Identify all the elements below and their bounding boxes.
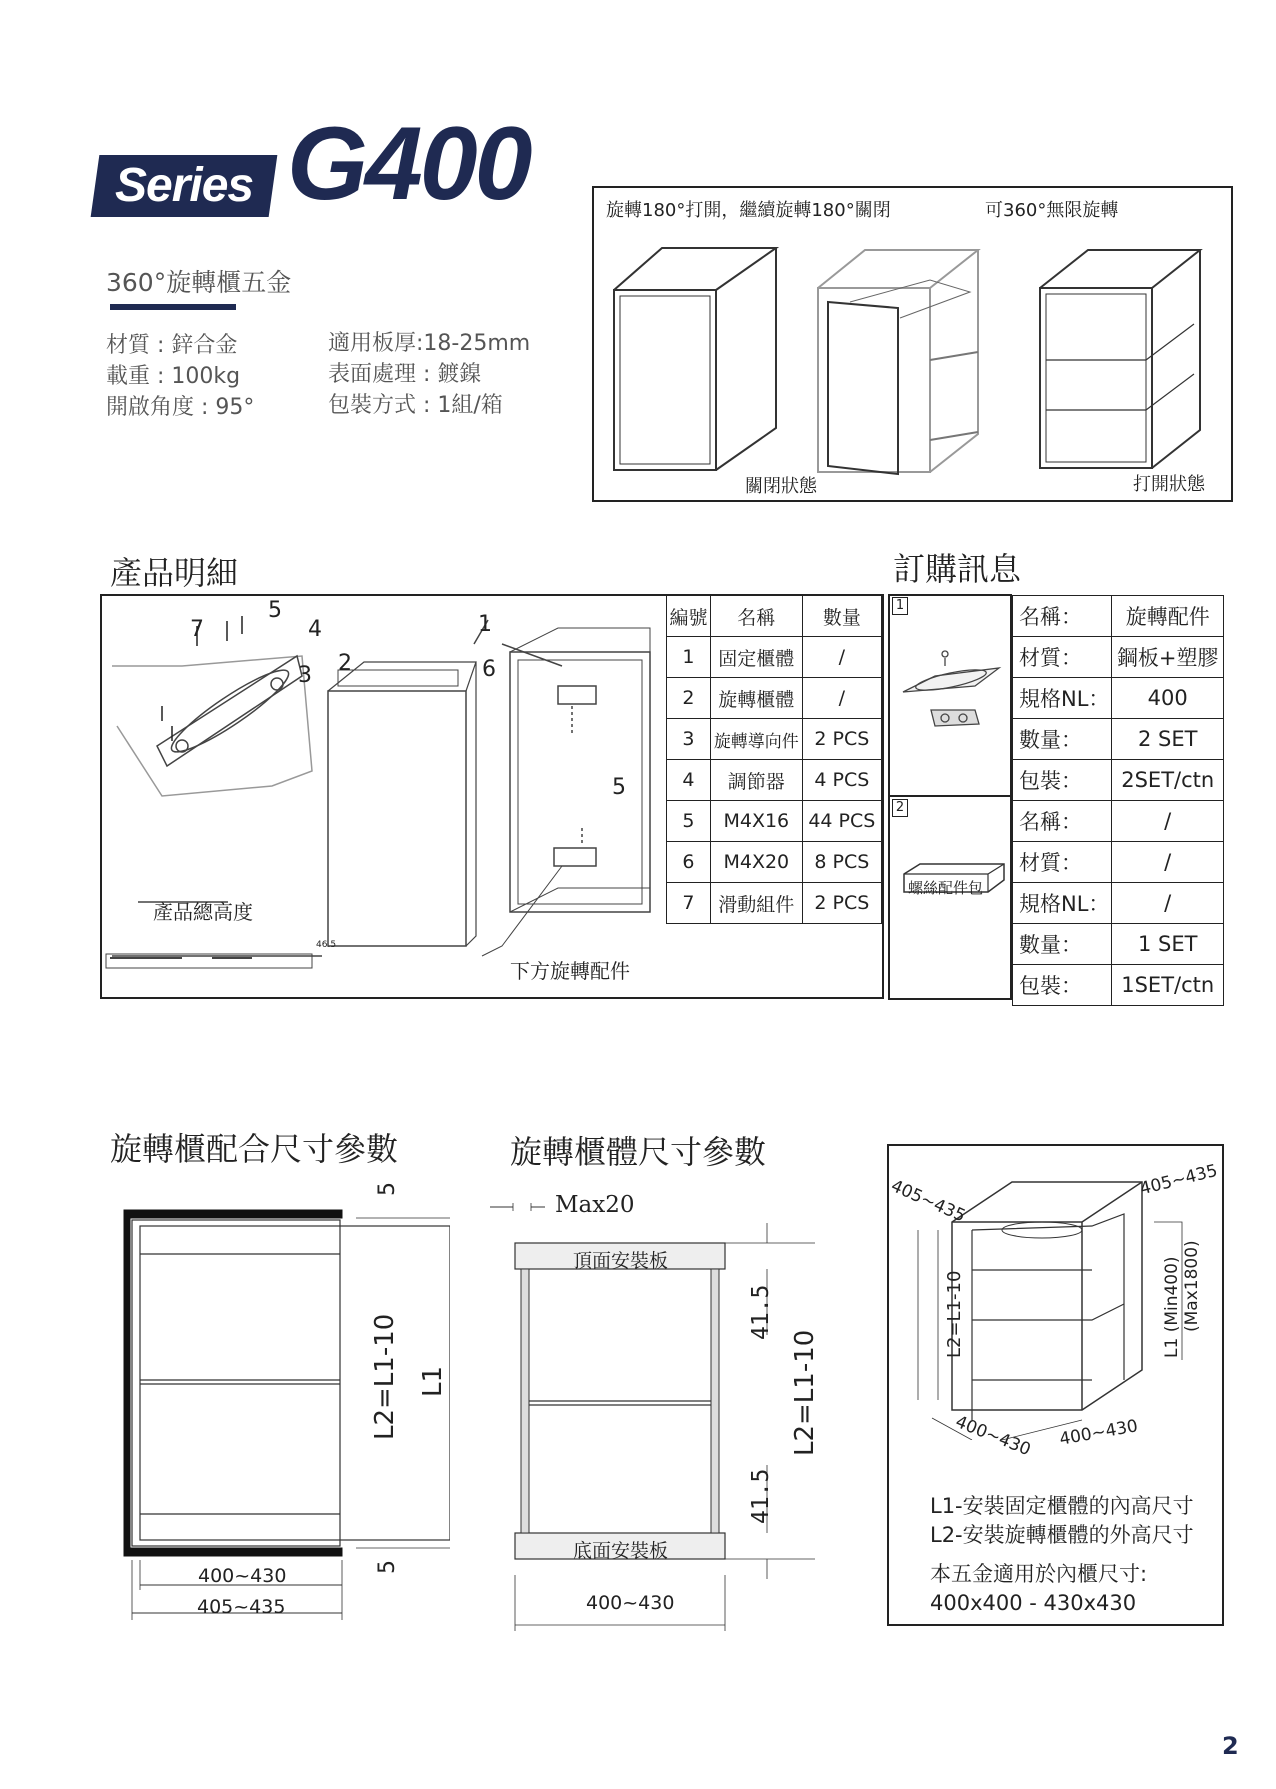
- cell: 旋轉配件: [1112, 596, 1224, 637]
- table-row: [667, 883, 882, 924]
- body-max-label: Max20: [555, 1192, 635, 1218]
- product-subtitle: 360°旋轉櫃五金: [106, 268, 292, 297]
- cell: 旋轉導向件: [710, 719, 802, 760]
- total-height-label: 產品總高度: [153, 900, 253, 924]
- cell: 1 SET: [1112, 924, 1224, 965]
- cell: /: [802, 678, 881, 719]
- cell: 4: [667, 760, 711, 801]
- table-row: [1013, 965, 1224, 1006]
- cell: 數量：: [1013, 719, 1112, 760]
- table-row: [1013, 760, 1224, 801]
- cell: 調節器: [710, 760, 802, 801]
- model-title: G400: [287, 106, 530, 222]
- spec-angle: 開啟角度 : 95°: [106, 395, 255, 420]
- callout-3: 3: [298, 663, 312, 688]
- bottom-part-label: 下方旋轉配件: [510, 959, 630, 983]
- cell: M4X20: [710, 842, 802, 883]
- parts-table: [666, 595, 882, 924]
- header-name: 名稱: [710, 596, 802, 637]
- table-row: [1013, 719, 1224, 760]
- body-l2-label: L2=L1-10: [790, 1329, 820, 1456]
- bottom-plate-label: 底面安裝板: [573, 1540, 669, 1562]
- iso-top-left: 405~435: [887, 1176, 969, 1227]
- fit-bottom-gap: 5: [375, 1560, 400, 1574]
- table-row: [1013, 678, 1224, 719]
- spec-material: 材質 : 鋅合金: [106, 333, 238, 358]
- iso-bottom-right: 400~430: [1058, 1416, 1140, 1450]
- rotation-caption-right: 可360°無限旋轉: [985, 200, 1119, 221]
- fit-l2-label: L2=L1-10: [370, 1313, 400, 1440]
- callout-5-bottom: 5: [612, 775, 626, 800]
- cell: 材質：: [1013, 637, 1112, 678]
- label-open-state: 打開狀態: [1133, 474, 1205, 495]
- body-offset-bottom: 41.5: [748, 1468, 774, 1524]
- iso-l1-min: L1 (Min400): [1162, 1256, 1182, 1358]
- cell: 滑動組件: [710, 883, 802, 924]
- order-divider: [888, 795, 1012, 797]
- note-applicable: 本五金適用於內櫃尺寸:: [930, 1562, 1148, 1586]
- iso-l1-max: (Max1800): [1182, 1240, 1202, 1332]
- screw-pack-label: 螺絲配件包: [908, 879, 984, 897]
- cell: 7: [667, 883, 711, 924]
- cell: /: [1112, 801, 1224, 842]
- cell: 1SET/ctn: [1112, 965, 1224, 1006]
- note-l1: L1-安裝固定櫃體的內高尺寸: [930, 1494, 1194, 1518]
- table-row: [1013, 637, 1224, 678]
- cell: 固定櫃體: [710, 637, 802, 678]
- fit-l1-label: L1: [418, 1365, 448, 1397]
- header-qty: 數量: [802, 596, 881, 637]
- cell: 材質：: [1013, 842, 1112, 883]
- table-row: [1013, 842, 1224, 883]
- callout-2: 2: [338, 651, 352, 676]
- cell: 2 PCS: [802, 883, 881, 924]
- cell: /: [802, 637, 881, 678]
- order-info-heading: 訂購訊息: [893, 550, 1022, 588]
- callout-1: 1: [478, 612, 492, 637]
- cell: /: [1112, 883, 1224, 924]
- cell: 數量：: [1013, 924, 1112, 965]
- table-row: [667, 719, 882, 760]
- callout-6: 7: [190, 617, 204, 642]
- cell: 4 PCS: [802, 760, 881, 801]
- table-row: [1013, 596, 1224, 637]
- cell: 規格NL：: [1013, 883, 1112, 924]
- iso-notes: [930, 1492, 1194, 1618]
- cell: 5: [667, 801, 711, 842]
- order-table-1: [1012, 595, 1224, 1006]
- height-value: 46.5: [316, 940, 337, 950]
- fit-top-gap: 5: [375, 1182, 400, 1196]
- fit-dims-heading: 旋轉櫃配合尺寸參數: [110, 1130, 399, 1168]
- iso-top-right: 405~435: [1138, 1160, 1220, 1200]
- spec-thickness: 適用板厚:18-25mm: [328, 331, 531, 356]
- spec-packing: 包裝方式 : 1組/箱: [328, 393, 503, 418]
- note-size-range: 400x400 - 430x430: [930, 1591, 1137, 1615]
- label-closed-state: 關閉狀態: [745, 476, 817, 497]
- cabinet-rotation-illustration: [600, 240, 1220, 480]
- spec-load: 載重 : 100kg: [106, 364, 241, 389]
- series-logo-box: [91, 155, 278, 217]
- rotation-caption-left: 旋轉180°打開，繼續旋轉180°關閉: [606, 200, 891, 221]
- table-row: [1013, 924, 1224, 965]
- callout-5-top: 5: [268, 598, 282, 623]
- cell: 2SET/ctn: [1112, 760, 1224, 801]
- rotation-hardware-icon: [895, 640, 1007, 750]
- cell: 44 PCS: [802, 801, 881, 842]
- order-item-index-1: 1: [892, 597, 908, 615]
- series-label: Series: [114, 159, 254, 212]
- cell: 名稱：: [1013, 801, 1112, 842]
- cell: 2 SET: [1112, 719, 1224, 760]
- cell: 6: [667, 842, 711, 883]
- table-row: [667, 637, 882, 678]
- cell: 1: [667, 637, 711, 678]
- iso-l2-label: L2=L1-10: [944, 1270, 965, 1358]
- table-row: [667, 801, 882, 842]
- cell: 包裝：: [1013, 760, 1112, 801]
- cell: 旋轉櫃體: [710, 678, 802, 719]
- callout-4: 4: [308, 617, 322, 642]
- body-width: 400~430: [586, 1592, 675, 1614]
- cell: 名稱：: [1013, 596, 1112, 637]
- specs-right: [328, 328, 530, 421]
- table-row: [1013, 801, 1224, 842]
- table-header-row: [667, 596, 882, 637]
- header-no: 編號: [667, 596, 711, 637]
- note-l2: L2-安裝旋轉櫃體的外高尺寸: [930, 1523, 1194, 1547]
- body-offset-top: 41.5: [748, 1284, 774, 1340]
- subtitle-underline: [110, 304, 236, 310]
- callout-7: 6: [482, 657, 496, 682]
- cell: 3: [667, 719, 711, 760]
- table-row: [667, 678, 882, 719]
- cell: /: [1112, 842, 1224, 883]
- cell: 規格NL：: [1013, 678, 1112, 719]
- fit-outer-width: 405~435: [197, 1596, 286, 1618]
- top-plate-label: 頂面安裝板: [573, 1250, 669, 1272]
- table-row: [667, 842, 882, 883]
- cell: 包裝：: [1013, 965, 1112, 1006]
- order-item-index-2: 2: [892, 799, 908, 817]
- body-dims-heading: 旋轉櫃體尺寸參數: [510, 1133, 767, 1171]
- table-row: [667, 760, 882, 801]
- cell: 8 PCS: [802, 842, 881, 883]
- cell: 2 PCS: [802, 719, 881, 760]
- table-row: [1013, 883, 1224, 924]
- specs-left: [106, 330, 254, 423]
- cell: 鋼板+塑膠: [1112, 637, 1224, 678]
- spec-finish: 表面處理 : 鍍鎳: [328, 362, 482, 387]
- iso-bottom-left: 400~430: [952, 1412, 1034, 1461]
- exploded-view-illustration: [102, 596, 662, 996]
- page-number: 2: [1222, 1732, 1239, 1760]
- cell: 400: [1112, 678, 1224, 719]
- cell: M4X16: [710, 801, 802, 842]
- fit-inner-width: 400~430: [198, 1565, 287, 1587]
- product-detail-heading: 產品明細: [110, 554, 239, 592]
- cell: 2: [667, 678, 711, 719]
